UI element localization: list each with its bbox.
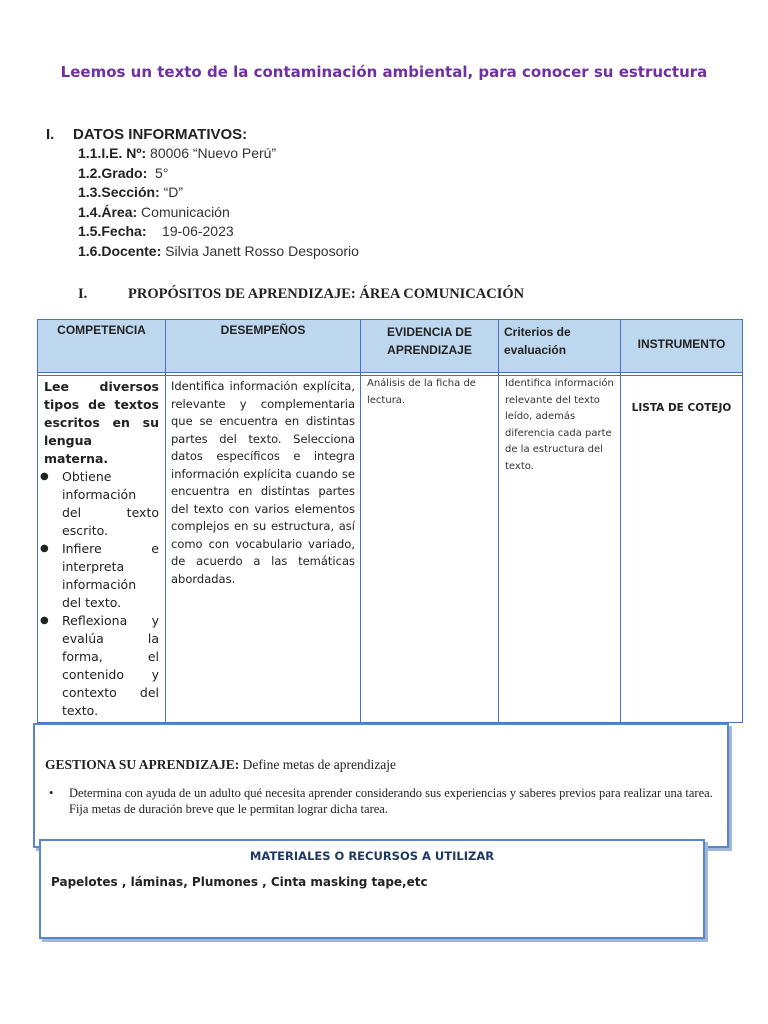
instrumento-text: LISTA DE COTEJO — [631, 402, 732, 414]
cell-competencia — [38, 376, 166, 723]
info-num: 1.2. — [78, 164, 102, 181]
purpose-heading-text: PROPÓSITOS DE APRENDIZAJE: ÁREA COMUNICACIÓN — [128, 286, 525, 302]
info-row-fecha — [78, 222, 359, 242]
info-num: 1.5. — [78, 223, 102, 239]
list-item — [40, 612, 159, 720]
gestiona-list-item — [49, 785, 719, 817]
materiales-title: MATERIALES O RECURSOS A UTILIZAR — [249, 849, 495, 863]
list-item — [40, 468, 159, 540]
cell-evidencia — [361, 376, 499, 723]
table-row — [38, 376, 743, 723]
info-list — [78, 144, 359, 261]
header-criterios-text: Criterios de evaluación — [504, 325, 571, 357]
info-value: Silvia Janett Rosso Desposorio — [165, 242, 359, 259]
bullet-icon: • — [49, 786, 54, 800]
info-value: 5° — [155, 164, 169, 181]
gestiona-title-rest: Define metas de aprendizaje — [239, 757, 396, 772]
info-num: 1.1. — [78, 145, 102, 161]
bullet-icon: ● — [40, 543, 49, 554]
header-criterios — [499, 320, 621, 373]
section-datos-informativos-heading — [46, 126, 247, 143]
section-heading-text: DATOS INFORMATIVOS: — [73, 126, 248, 143]
header-evidencia-text: EVIDENCIA DE APRENDIZAJE — [387, 325, 472, 357]
purpose-number: I. — [78, 286, 88, 302]
learning-purpose-table — [37, 319, 743, 723]
document-title: Leemos un texto de la contaminación ambiental, para conocer su estructura — [60, 63, 708, 81]
desempenos-text: Identifica información explícita, relevante y complementaria que se encuentra en distintas partes del texto. Selecciona datos específicos e integra información explícita cuando se encuentra en distintas partes del texto con varios elementos complejos en su estructura, así como con vocabulario variado, de acuerdo a las temáticas abordadas. — [171, 379, 355, 586]
header-instrumento — [621, 320, 743, 373]
header-instrumento-text: INSTRUMENTO — [637, 337, 726, 351]
gestiona-box — [33, 723, 729, 848]
info-num: 1.3. — [78, 184, 102, 200]
info-label: Sección: — [101, 184, 160, 200]
capacidad-text: Reflexiona y evalúa la forma, el contenido y contexto del texto. — [62, 613, 159, 718]
header-competencia — [38, 320, 166, 373]
section-number: I. — [46, 126, 55, 143]
gestiona-item-text: Determina con ayuda de un adulto qué necesita aprender considerando sus experiencias y saberes previos para realizar una tarea. Fija metas de duración breve que le permitan lograr dicha tarea. — [69, 786, 713, 816]
purpose-heading — [78, 286, 524, 303]
header-evidencia — [361, 320, 499, 373]
info-row-ie — [78, 144, 359, 164]
table-header-row — [38, 320, 743, 373]
info-value: Comunicación — [141, 203, 230, 220]
info-row-seccion — [78, 183, 359, 203]
header-competencia-text: COMPETENCIA — [57, 323, 146, 337]
header-desempenos — [166, 320, 361, 373]
info-label: Docente: — [101, 242, 162, 259]
info-label: I.E. Nº: — [101, 145, 147, 161]
cell-criterios — [499, 376, 621, 723]
bullet-icon: ● — [40, 471, 49, 482]
info-row-docente — [78, 242, 359, 262]
gestiona-title-bold: GESTIONA SU APRENDIZAJE: — [45, 757, 240, 772]
capacidades-list — [40, 468, 159, 720]
cell-instrumento — [621, 376, 743, 723]
info-label: Fecha: — [101, 223, 147, 239]
competencia-lead: Lee diversos tipos de textos escritos en su lengua materna. — [44, 379, 159, 466]
criterios-text: Identifica información relevante del texto leído, además diferencia cada parte de la estructura del texto. — [505, 378, 614, 472]
info-value: 80006 “Nuevo Perú” — [150, 145, 277, 161]
info-label: Grado: — [101, 164, 148, 181]
info-value: “D” — [163, 184, 184, 200]
info-num: 1.6. — [78, 242, 102, 259]
header-desempenos-text: DESEMPEÑOS — [220, 323, 306, 337]
materiales-text: Papelotes , láminas, Plumones , Cinta masking tape,etc — [51, 875, 428, 889]
capacidad-text: Obtiene información del texto escrito. — [62, 469, 159, 538]
bullet-icon: ● — [40, 615, 49, 626]
list-item — [40, 540, 159, 612]
info-row-area — [78, 203, 359, 223]
info-value: 19-06-2023 — [162, 223, 234, 239]
evidencia-text: Análisis de la ficha de lectura. — [367, 378, 476, 406]
info-label: Área: — [101, 203, 138, 220]
materiales-box — [39, 839, 705, 939]
info-row-grado — [78, 164, 359, 184]
cell-desempenos — [166, 376, 361, 723]
info-num: 1.4. — [78, 203, 102, 220]
gestiona-title — [45, 757, 396, 773]
capacidad-text: Infiere e interpreta información del texto. — [62, 541, 159, 610]
